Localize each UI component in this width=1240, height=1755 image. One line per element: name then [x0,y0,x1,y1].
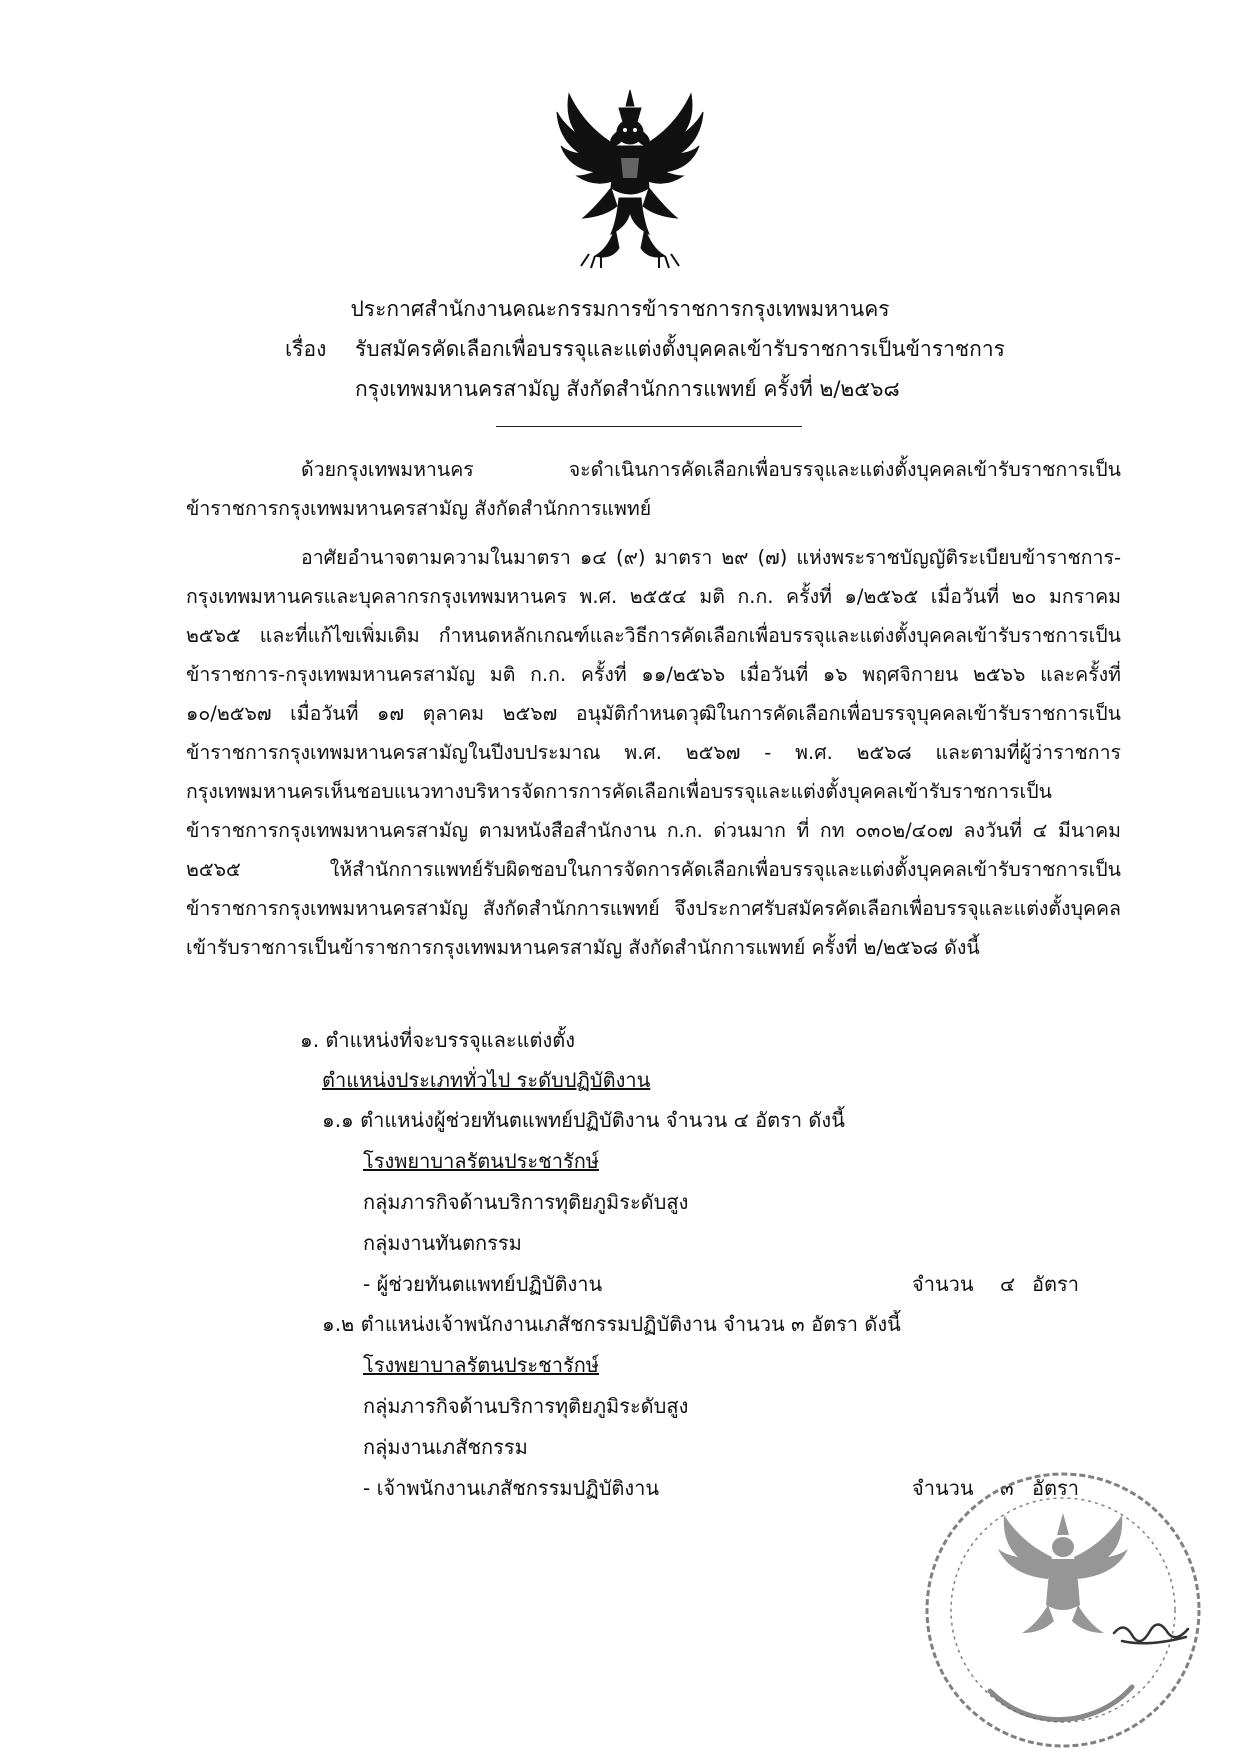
subject-line-1: รับสมัครคัดเลือกเพื่อบรรจุและแต่งตั้งบุคคลเข้ารับราชการเป็นข้าราชการ [355,337,1005,361]
count-unit-1: อัตรา [1032,1272,1079,1296]
authority-paragraph [186,538,1121,967]
announcement-subject [285,330,1185,368]
position-detail-1: - ผู้ช่วยทันตแพทย์ปฏิบัติงาน [363,1272,603,1296]
subject-line-2: กรุงเทพมหานครสามัญ สังกัดสำนักการแพทย์ ครั้งที่ ๒/๒๕๖๘ [355,377,900,401]
position-heading-2: ๑.๒ ตำแหน่งเจ้าพนักงานเภสัชกรรมปฏิบัติงาน จำนวน ๓ อัตรา ดังนี้ [322,1312,901,1336]
intro-paragraph [186,450,1121,528]
subject-label: เรื่อง [285,337,327,361]
header-divider [496,426,802,427]
official-seal-stamp-icon [918,1465,1208,1755]
count-label-2: จำนวน [912,1476,974,1500]
position-detail-2: - เจ้าพนักงานเภสัชกรรมปฏิบัติงาน [363,1476,660,1500]
division-name-2: กลุ่มภารกิจด้านบริการทุติยภูมิระดับสูง [363,1394,689,1418]
garuda-emblem-icon [555,88,705,270]
division-name-1: กลุ่มภารกิจด้านบริการทุติยภูมิระดับสูง [363,1190,689,1214]
hospital-name-1: โรงพยาบาลรัตนประชารักษ์ [363,1149,599,1173]
count-value-1: ๔ [1000,1272,1016,1296]
count-unit-2: อัตรา [1032,1476,1079,1500]
count-label-1: จำนวน [912,1272,974,1296]
authority-paragraph-text: อาศัยอำนาจตามความในมาตรา ๑๔ (๙) มาตรา ๒๙ (๗) แห่งพระราชบัญญัติระเบียบข้าราชการ-กรุงเทพมหานครและบุคลากรกรุงเทพมหานคร พ.ศ. ๒๕๕๔ มติ ก.ก. ครั้งที่ ๑/๒๕๖๕ เมื่อวันที่ ๒๐ มกราคม ๒๕๖๕ และที่แก้ไขเพิ่มเติม กำหนดหลักเกณฑ์และวิธีการคัดเลือกเพื่อบรรจุและแต่งตั้งบุคคลเข้ารับราชการเป็นข้าราชการ-กรุงเทพมหานครสามัญ มติ ก.ก. ครั้งที่ ๑๑/๒๕๖๖ เมื่อวันที่ ๑๖ พฤศจิกายน ๒๕๖๖ และครั้งที่ ๑๐/๒๕๖๗ เมื่อวันที่ ๑๗ ตุลาคม ๒๕๖๗ อนุมัติกำหนดวุฒิในการคัดเลือกเพื่อบรรจุบุคคลเข้ารับราชการเป็นข้าราชการกรุงเทพมหานครสามัญในปีงบประมาณ พ.ศ. ๒๕๖๗ - พ.ศ. ๒๕๖๘ และตามที่ผู้ว่าราชการกรุงเทพมหานครเห็นชอบแนวทางบริหารจัดการการคัดเลือกเพื่อบรรจุและแต่งตั้งบุคคลเข้ารับราชการเป็นข้าราชการกรุงเทพมหานครสามัญ ตามหนังสือสำนักงาน ก.ก. ด่วนมาก ที่ กท ๐๓๐๒/๔๐๗ ลงวันที่ ๔ มีนาคม ๒๕๖๕ ให้สำนักการแพทย์รับผิดชอบในการจัดการคัดเลือกเพื่อบรรจุและแต่งตั้งบุคคลเข้ารับราชการเป็นข้าราชการกรุงเทพมหานครสามัญ สังกัดสำนักการแพทย์ จึงประกาศรับสมัครคัดเลือกเพื่อบรรจุและแต่งตั้งบุคคลเข้ารับราชการเป็นข้าราชการกรุงเทพมหานครสามัญ สังกัดสำนักการแพทย์ ครั้งที่ ๒/๒๕๖๘ ดังนี้ [186,546,1121,959]
hospital-name-2: โรงพยาบาลรัตนประชารักษ์ [363,1353,599,1377]
section-heading: ๑. ตำแหน่งที่จะบรรจุและแต่งตั้ง [300,1028,575,1052]
unit-name-1: กลุ่มงานทันตกรรม [363,1231,522,1255]
position-heading-1: ๑.๑ ตำแหน่งผู้ช่วยทันตแพทย์ปฏิบัติงาน จำนวน ๔ อัตรา ดังนี้ [322,1108,845,1132]
unit-name-2: กลุ่มงานเภสัชกรรม [363,1435,528,1459]
intro-paragraph-text: ด้วยกรุงเทพมหานคร จะดำเนินการคัดเลือกเพื่อบรรจุและแต่งตั้งบุคคลเข้ารับราชการเป็นข้าราชการกรุงเทพมหานครสามัญ สังกัดสำนักการแพทย์ [186,458,1121,520]
count-value-2: ๓ [1000,1476,1014,1500]
position-category: ตำแหน่งประเภททั่วไป ระดับปฏิบัติงาน [322,1068,651,1092]
announcement-title: ประกาศสำนักงานคณะกรรมการข้าราชการกรุงเทพมหานคร [350,297,890,321]
